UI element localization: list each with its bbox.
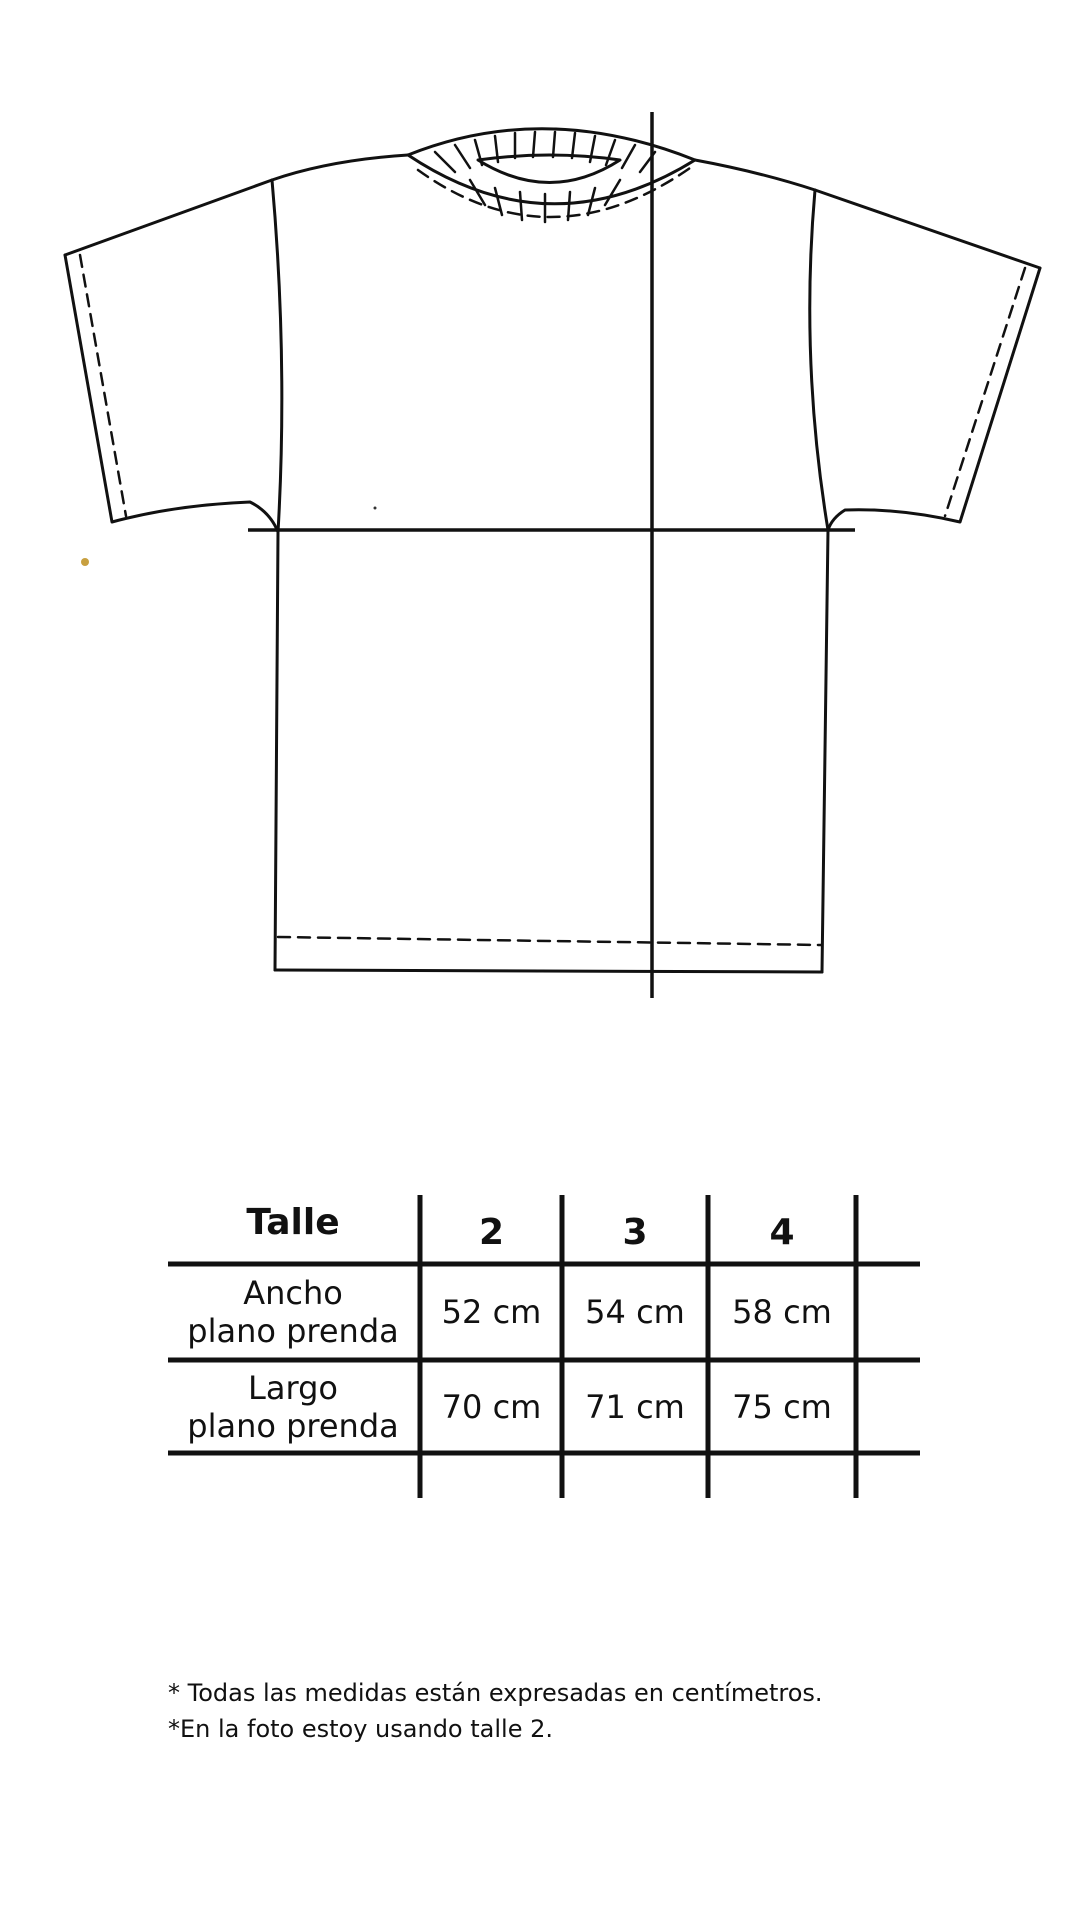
body-right-side bbox=[822, 530, 828, 972]
left-sleeve-seam bbox=[272, 180, 282, 532]
row-label-line2: plano prenda bbox=[187, 1312, 399, 1350]
right-sleeve-stitch bbox=[945, 268, 1025, 516]
right-shoulder-line bbox=[695, 160, 1040, 268]
collar-ribbing bbox=[435, 132, 655, 222]
row-label-largo bbox=[168, 1363, 418, 1451]
value-largo-4: 75 cm bbox=[732, 1387, 832, 1426]
size-2-header: 2 bbox=[478, 1211, 505, 1253]
value-ancho-2: 52 cm bbox=[441, 1292, 542, 1331]
value-ancho-3: 54 cm bbox=[585, 1292, 685, 1331]
right-sleeve-outline bbox=[828, 268, 1040, 530]
collar-inner bbox=[478, 155, 620, 183]
hem-stitch bbox=[278, 937, 822, 945]
row-label-line1: Ancho bbox=[243, 1273, 343, 1312]
row-label-ancho bbox=[168, 1267, 418, 1357]
left-sleeve-outline bbox=[65, 255, 278, 532]
value-largo-3: 71 cm bbox=[585, 1387, 685, 1426]
note-photo-size: *En la foto estoy usando talle 2. bbox=[168, 1715, 553, 1743]
row-label-line2: plano prenda bbox=[187, 1407, 399, 1445]
note-measurements: * Todas las medidas están expresadas en centímetros. bbox=[168, 1679, 823, 1707]
value-ancho-4: 58 cm bbox=[732, 1292, 832, 1331]
row-label-line1: Largo bbox=[248, 1368, 338, 1407]
speck bbox=[374, 507, 377, 510]
hem-line bbox=[275, 970, 822, 972]
size-4-header: 4 bbox=[769, 1211, 795, 1253]
right-sleeve-seam bbox=[810, 190, 828, 530]
size-3-header: 3 bbox=[622, 1211, 648, 1253]
left-shoulder-line bbox=[65, 155, 408, 255]
collar-stitch bbox=[418, 168, 690, 217]
footnotes bbox=[168, 1675, 823, 1747]
body-left-side bbox=[275, 532, 278, 970]
value-largo-2: 70 cm bbox=[441, 1387, 542, 1426]
talle-header: Talle bbox=[246, 1201, 340, 1243]
speck bbox=[81, 558, 89, 566]
